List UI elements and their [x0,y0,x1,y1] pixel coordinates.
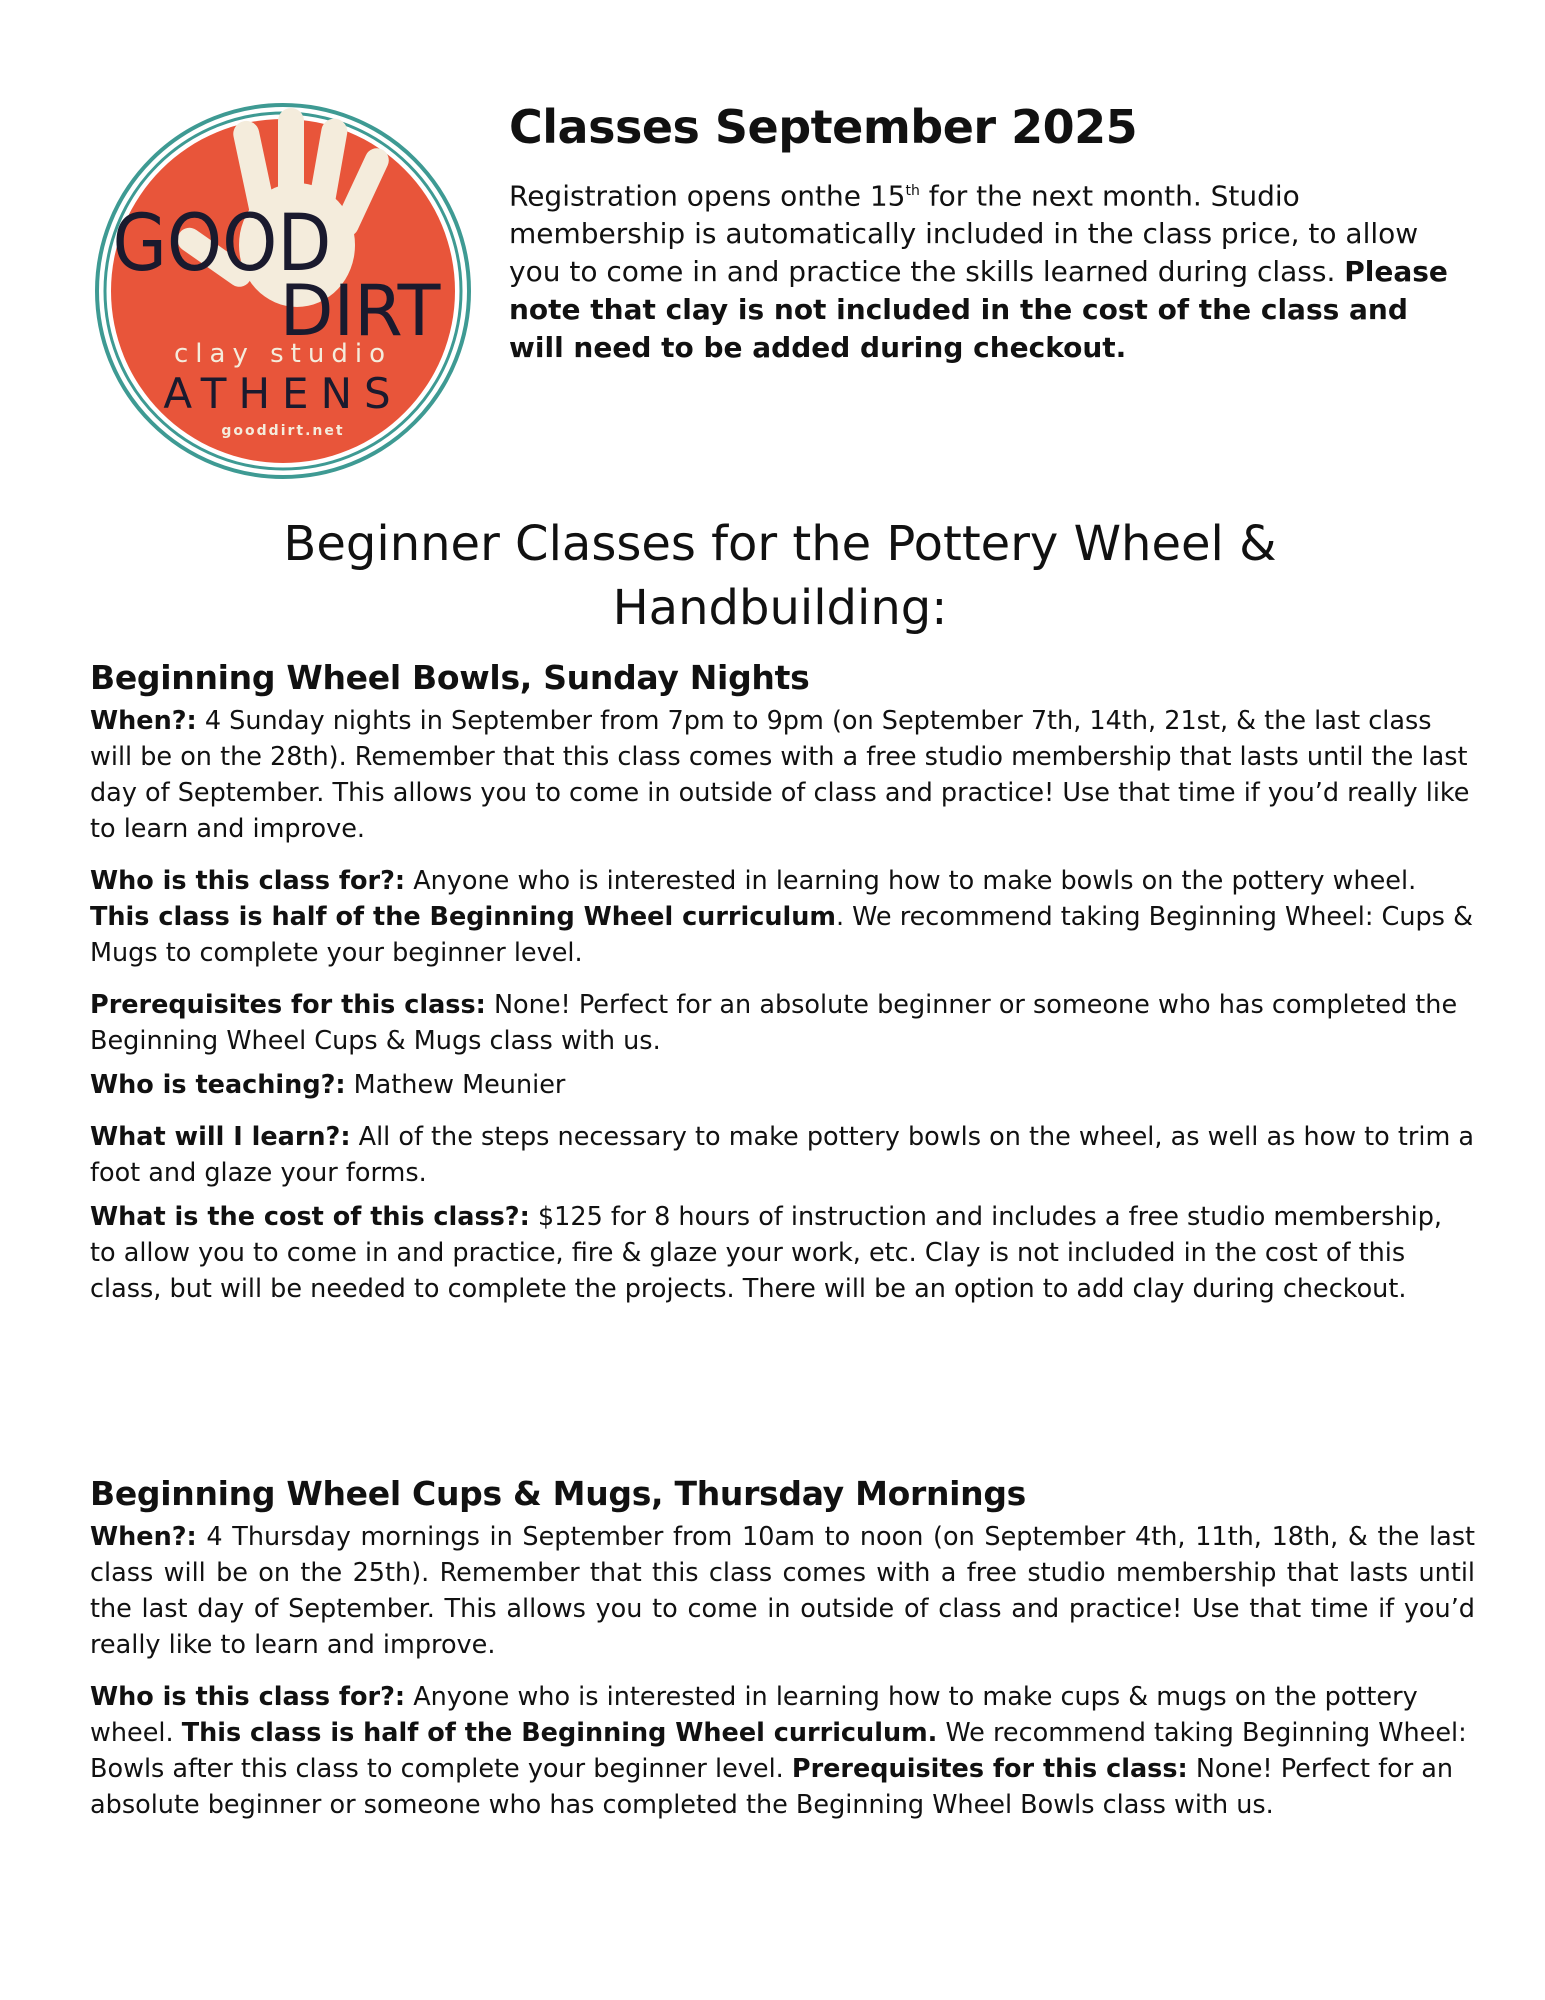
field-value: All of the steps necessary to make pottery bowls on the wheel, as well as how to trim a foot and glaze your forms. [90,1122,1475,1188]
logo-city-text: ATHENS [163,369,403,418]
field-label: When?: [90,1522,197,1552]
logo-url-text: gooddirt.net [221,423,345,439]
logo-dirt-text: DIRT [279,270,441,352]
field-learn [90,1119,1475,1191]
field-emphasis: This class is half of the Beginning Wheel curriculum. [181,1718,938,1748]
field-label: Who is this class for?: [90,866,406,896]
logo-graphic [92,100,474,482]
field-value: Anyone who is interested in learning how to make bowls on the pottery wheel. [405,866,1417,896]
intro-ordinal: th [905,183,920,199]
page-header [509,100,1469,367]
section-heading: Beginner Classes for the Pottery Wheel & Handbuilding: [283,516,1277,636]
field-teacher [90,1067,1475,1103]
logo-good-text: GOOD [112,199,332,289]
field-who-for [90,863,1475,971]
class-title: Beginning Wheel Bowls, Sunday Nights [90,658,810,697]
field-label: Who is teaching?: [90,1070,346,1100]
field-label: What is the cost of this class?: [90,1202,530,1232]
field-cost [90,1199,1475,1307]
field-emphasis: This class is half of the Beginning Wheel curriculum [90,902,836,932]
field-label: Prerequisites for this class: [90,990,486,1020]
field-label: What will I learn?: [90,1122,351,1152]
field-value: . We recommend taking Beginning Wheel: Cups & Mugs to complete your beginner level. [90,902,1473,968]
field-label: Who is this class for?: [90,1682,406,1712]
intro-paragraph [509,172,1469,367]
field-label: When?: [90,706,197,736]
field-value: We recommend taking Beginning Wheel: Bowls after this class to complete your beginner level. [90,1718,1467,1784]
field-label: Prerequisites for this class: [791,1754,1188,1784]
page-title: Classes September 2025 [509,100,1138,154]
class-title: Beginning Wheel Cups & Mugs, Thursday Mornings [90,1474,1027,1513]
intro-text-2: for the next month. Studio membership is automatically included in the class price, to allow you to come in and practice the skills learned during class. [509,179,1419,289]
field-value: 4 Thursday mornings in September from 10am to noon (on September 4th, 11th, 18th, & the last class will be on the 25th). Remember that this class comes with a free studio membership that lasts until the last day of September. This allows you to come in outside of class and practice! Use that time if you’d really like to learn and improve. [90,1522,1475,1660]
logo-subtitle-text: clay studio [174,339,392,369]
field-value: $125 for 8 hours of instruction and includes a free studio membership, to allow you to come in and practice, fire & glaze your work, etc. Clay is not included in the cost of this class, but will be needed to complete the projects. There will be an option to add clay during checkout. [90,1202,1442,1304]
field-value: None! Perfect for an absolute beginner or someone who has completed the Beginning Wheel Bowls class with us. [90,1754,1454,1820]
field-value: Anyone who is interested in learning how to make cups & mugs on the pottery wheel. [90,1682,1418,1748]
field-prerequisites [90,987,1475,1059]
class-cups-mugs [90,1474,1475,1839]
field-when [90,703,1475,847]
field-value: None! Perfect for an absolute beginner or someone who has completed the Beginning Wheel Cups & Mugs class with us. [90,990,1458,1056]
field-who-for [90,1679,1475,1823]
intro-text-1: Registration opens onthe 15 [509,179,906,213]
studio-logo [92,100,474,482]
field-value: Mathew Meunier [345,1070,566,1100]
class-bowls [90,658,1475,1323]
intro-note: Please note that clay is not included in the cost of the class and will need to be added during checkout. [509,255,1448,365]
field-value: 4 Sunday nights in September from 7pm to 9pm (on September 7th, 14th, 21st, & the last class will be on the 28th). Remember that this class comes with a free studio membership that lasts until the last day of September. This allows you to come in outside of class and practice! Use that time if you’d really like to learn and improve. [90,706,1470,844]
field-when [90,1519,1475,1663]
